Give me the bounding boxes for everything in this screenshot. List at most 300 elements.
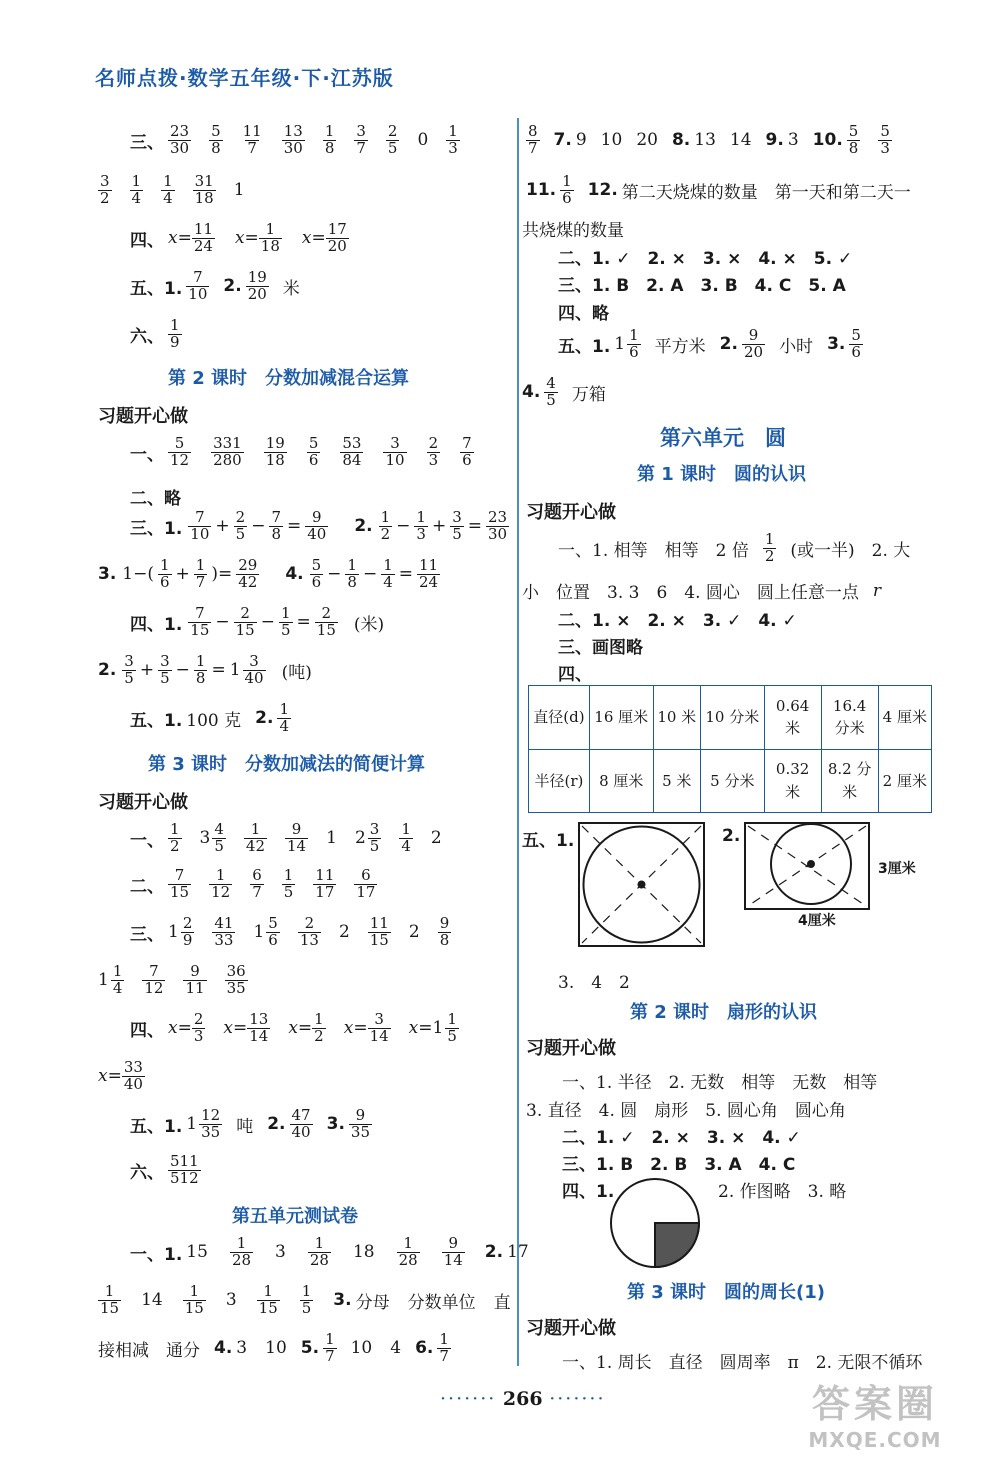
- value: 100 克: [186, 710, 242, 731]
- mixed-number: 1 $\frac{1}{4}$: [98, 962, 123, 997]
- unit: 吨: [236, 1116, 254, 1137]
- fraction: $\frac{1}{18}$: [260, 220, 280, 255]
- fraction: $\frac{1}{15}$: [100, 1282, 120, 1317]
- label: 一、: [130, 830, 164, 851]
- dots-right: ·······: [549, 1388, 606, 1410]
- label: 2.: [223, 276, 242, 297]
- practice-heading: 习题开心做: [526, 502, 616, 523]
- table-cell: 16 厘米: [589, 686, 653, 750]
- text: 3: [236, 1338, 248, 1359]
- fraction: $\frac{1}{3}$: [416, 508, 426, 543]
- mixed-number: 1 $\frac{2}{9}$: [168, 914, 193, 949]
- text: x: [168, 1018, 178, 1039]
- answer-row-liu: [130, 318, 196, 351]
- row-header-cell: 半径(r): [529, 749, 590, 813]
- answer-row-r4: 二、1. ✓ 2. × 3. × 4. × 5. ✓: [558, 249, 853, 269]
- label: 2.: [267, 1114, 286, 1135]
- fraction: $\frac{1}{28}$: [309, 1234, 329, 1269]
- fraction: $\frac{1}{3}$: [448, 122, 458, 157]
- equation: [120, 654, 267, 687]
- answer-row-e-er: 二、1. × 2. × 3. ✓ 4. ✓: [558, 611, 797, 631]
- table-cell: 8.2 分米: [821, 749, 878, 813]
- dots-left: ·······: [440, 1388, 497, 1410]
- fraction: $\frac{9}{40}$: [307, 508, 327, 543]
- text: =: [177, 1018, 192, 1039]
- answer-row-c-san-cont: [98, 964, 262, 997]
- equation: [288, 1012, 325, 1045]
- equation: [235, 222, 282, 255]
- mixed-number: 3 $\frac{4}{5}$: [199, 820, 224, 855]
- label: 2.: [255, 708, 274, 729]
- fraction: $\frac{3}{40}$: [244, 652, 264, 687]
- text: +: [215, 516, 230, 537]
- answer-row-si-eq: [130, 606, 398, 639]
- fraction-list: [98, 174, 245, 207]
- fraction: [277, 702, 291, 735]
- fraction-list: [168, 916, 451, 949]
- text: −: [327, 564, 342, 585]
- text: =: [467, 516, 483, 537]
- mixed-number: [186, 1108, 222, 1141]
- fraction: $\frac{5}{3}$: [880, 122, 890, 157]
- fraction: $\frac{331}{280}$: [213, 434, 242, 469]
- text: 分母: [355, 1292, 390, 1313]
- fraction: $\frac{1}{5}$: [280, 604, 291, 639]
- answer-row-d-cont2: [98, 1332, 465, 1365]
- equation: [308, 558, 442, 591]
- fraction: $\frac{1}{2}$: [314, 1010, 324, 1045]
- answer-row-wu: [130, 270, 314, 303]
- answer-row-e-si: 四、: [558, 665, 592, 685]
- label: 3.: [827, 334, 846, 355]
- label: 2.: [719, 334, 738, 355]
- equation: [186, 510, 330, 543]
- fraction: $\frac{1}{42}$: [245, 820, 266, 855]
- answer-row-c-wu: [130, 1108, 386, 1141]
- label: 5.: [300, 1338, 320, 1359]
- text: )=: [211, 564, 233, 585]
- equation: [168, 222, 215, 255]
- label: 五、1.: [558, 336, 611, 357]
- mixed-number: [614, 328, 640, 361]
- text: =: [232, 1018, 248, 1039]
- fraction: [349, 1108, 372, 1141]
- circle-in-square-figure: [578, 822, 705, 947]
- fraction: $\frac{31}{18}$: [194, 172, 214, 207]
- label: 四、: [130, 1020, 164, 1041]
- fraction: $\frac{2}{15}$: [235, 604, 255, 639]
- label: 三、: [130, 924, 164, 945]
- fraction: $\frac{5}{6}$: [308, 434, 319, 469]
- label: 9.: [765, 130, 784, 151]
- text: x: [98, 1066, 108, 1087]
- mixed-number: 1 $\frac{1}{5}$: [432, 1010, 457, 1045]
- fraction-list: [168, 436, 474, 469]
- answer-row-r2: [526, 174, 925, 207]
- label: 2.: [98, 660, 117, 681]
- unit: (米): [353, 614, 385, 635]
- text: +: [175, 564, 190, 585]
- fraction: $\frac{12}{35}$: [201, 1106, 221, 1141]
- fraction: $\frac{19}{18}$: [265, 434, 285, 469]
- figure-2-width-label: 4厘米: [798, 913, 836, 929]
- fraction: $\frac{29}{42}$: [238, 556, 258, 591]
- fraction-list: [98, 1284, 313, 1317]
- value: 17: [507, 1242, 529, 1263]
- fraction: $\frac{3}{2}$: [100, 172, 110, 207]
- fraction: $\frac{6}{17}$: [356, 866, 376, 901]
- text-list: [694, 130, 751, 150]
- text: +: [431, 516, 447, 537]
- answer-row-f-si-rest: 2. 作图略 3. 略: [718, 1182, 847, 1202]
- fraction: $\frac{6}{7}$: [252, 866, 262, 901]
- text: x: [234, 228, 245, 249]
- fraction: $\frac{1}{6}$: [160, 556, 170, 591]
- table-cell: 10 分米: [700, 686, 764, 750]
- unit-6-lesson-2-title: 第 2 课时 扇形的认识: [630, 1002, 818, 1023]
- watermark-url: MXQE.COM: [808, 1428, 942, 1452]
- equation: [223, 1012, 270, 1045]
- practice-heading: 习题开心做: [98, 406, 188, 427]
- answer-row-er: 二、略: [130, 489, 181, 509]
- fraction: [849, 328, 863, 361]
- fraction: $\frac{7}{6}$: [462, 434, 472, 469]
- answer-row-f-yi: 一、1. 半径 2. 无数 相等 无数 相等: [562, 1073, 878, 1093]
- text: 直: [493, 1292, 511, 1313]
- answer-row-d-yi: [130, 1236, 543, 1269]
- fraction: $\frac{3}{14}$: [369, 1010, 389, 1045]
- label: 五、1.: [130, 1116, 183, 1137]
- fraction: [323, 1332, 337, 1365]
- fraction: $\frac{1}{2}$: [170, 820, 180, 855]
- text: −: [396, 516, 411, 537]
- fraction: [186, 270, 209, 303]
- fraction: [168, 1154, 201, 1187]
- fraction: $\frac{2}{3}$: [428, 434, 439, 469]
- answer-row-c-si: [130, 1012, 473, 1045]
- fraction: $\frac{4}{5}$: [546, 374, 556, 409]
- fraction-list: [186, 1236, 464, 1269]
- fraction: $\frac{5}{12}$: [170, 434, 190, 469]
- answer-row-f-er: 二、1. ✓ 2. × 3. × 4. ✓: [562, 1128, 801, 1148]
- figure-2-height-label: 3厘米: [878, 861, 916, 877]
- table-row: [529, 686, 932, 750]
- variable-r: r: [872, 580, 882, 601]
- text: 15: [186, 1242, 208, 1263]
- text: =: [296, 612, 311, 633]
- fraction: $\frac{1}{8}$: [195, 652, 206, 687]
- text: x: [408, 1018, 419, 1039]
- fraction: $\frac{11}{24}$: [193, 220, 213, 255]
- sector-figure: [608, 1176, 702, 1270]
- text: 3: [225, 1290, 237, 1311]
- text: 13: [694, 130, 716, 151]
- fraction: $\frac{47}{40}$: [291, 1106, 311, 1141]
- unit-6-title: 第六单元 圆: [660, 426, 786, 450]
- fraction: $\frac{1}{7}$: [195, 556, 206, 591]
- fraction: $\frac{1}{15}$: [258, 1282, 278, 1317]
- text: +: [139, 660, 155, 681]
- figure-2-label: 2.: [722, 826, 741, 846]
- answer-row-c-liu: [130, 1154, 215, 1187]
- equation: [302, 222, 349, 255]
- mixed-number: 1 $\frac{12}{35}$: [186, 1106, 221, 1141]
- fraction: [246, 270, 269, 303]
- answer-row-c-si-cont: [98, 1060, 159, 1093]
- mixed-number: 2 $\frac{3}{5}$: [354, 820, 380, 855]
- fraction: $\frac{2}{15}$: [316, 604, 336, 639]
- fraction: $\frac{1}{7}$: [325, 1330, 335, 1365]
- text-list: [236, 1338, 286, 1358]
- fraction-list: [168, 822, 442, 855]
- label: 2.: [354, 516, 373, 537]
- fraction: $\frac{1}{6}$: [562, 172, 572, 207]
- label: 8.: [671, 130, 691, 151]
- label: 11.: [526, 180, 557, 201]
- equation-list: [168, 222, 349, 255]
- answer-row-r3: 共烧煤的数量: [522, 221, 624, 241]
- answer-row-e-san: 三、画图略: [558, 638, 643, 658]
- label: 4.: [285, 564, 304, 585]
- label: 五、1.: [130, 710, 183, 731]
- fraction: [763, 532, 777, 565]
- label: 一、: [130, 444, 164, 465]
- text: −: [260, 612, 275, 633]
- fraction: $\frac{3}{10}$: [385, 434, 405, 469]
- equation: [120, 558, 261, 591]
- fraction: $\frac{1}{2}$: [380, 508, 391, 543]
- unit: 平方米: [654, 336, 706, 357]
- label: 3.: [326, 1114, 345, 1135]
- fraction: $\frac{9}{14}$: [443, 1234, 463, 1269]
- fraction: $\frac{13}{30}$: [283, 122, 303, 157]
- fraction: $\frac{19}{20}$: [247, 268, 267, 303]
- fraction: $\frac{1}{7}$: [439, 1330, 449, 1365]
- fraction: $\frac{9}{35}$: [350, 1106, 370, 1141]
- fraction: $\frac{1}{15}$: [184, 1282, 204, 1317]
- table-cell: 8 厘米: [589, 749, 653, 813]
- fraction: [168, 318, 182, 351]
- label: 三、1.: [130, 518, 183, 539]
- fraction: $\frac{7}{10}$: [190, 508, 210, 543]
- text: =: [353, 1018, 368, 1039]
- fraction: $\frac{23}{30}$: [170, 122, 190, 157]
- unit-6-lesson-1-title: 第 1 课时 圆的认识: [637, 464, 807, 485]
- watermark-logo: [780, 1373, 970, 1453]
- text: 18: [352, 1242, 375, 1263]
- value: 3: [787, 130, 799, 151]
- text: 接相减 通分: [98, 1340, 200, 1361]
- fraction: $\frac{9}{20}$: [743, 326, 764, 361]
- practice-heading: 习题开心做: [98, 792, 188, 813]
- text: 10: [350, 1338, 373, 1359]
- answer-row-r6: 四、略: [558, 304, 609, 324]
- label: 六、: [130, 326, 164, 347]
- fraction: $\frac{3}{5}$: [160, 652, 170, 687]
- fraction: $\frac{4}{5}$: [214, 820, 224, 855]
- lesson-2-title: 第 2 课时 分数加减混合运算: [168, 368, 410, 389]
- text: 4: [390, 1338, 402, 1359]
- fraction: $\frac{5}{6}$: [268, 914, 278, 949]
- fraction: $\frac{5}{8}$: [848, 122, 859, 157]
- text: x: [343, 1018, 354, 1039]
- fraction: $\frac{33}{40}$: [123, 1058, 143, 1093]
- text: 1−(: [122, 564, 154, 585]
- answer-row-e-cont: [522, 578, 895, 603]
- text: −: [175, 660, 190, 681]
- fraction: $\frac{23}{30}$: [488, 508, 508, 543]
- fraction: $\frac{9}{11}$: [185, 962, 205, 997]
- row-header-cell: 直径(d): [529, 686, 590, 750]
- text: 一、1. 相等 相等 2 倍: [558, 540, 749, 561]
- answer-row-san-eq: [130, 510, 525, 543]
- fraction: $\frac{2}{3}$: [193, 1010, 204, 1045]
- fraction: $\frac{1}{5}$: [283, 866, 294, 901]
- text: =: [107, 1066, 122, 1087]
- label: 4.: [522, 382, 541, 403]
- answer-row-c-er: [130, 868, 391, 901]
- text-list: [351, 1338, 401, 1358]
- table-cell: 5 米: [653, 749, 700, 813]
- fraction: $\frac{7}{15}$: [170, 866, 190, 901]
- fraction: $\frac{1}{9}$: [170, 316, 180, 351]
- text: 2: [338, 922, 350, 943]
- fraction: $\frac{7}{10}$: [188, 268, 208, 303]
- fraction: $\frac{53}{84}$: [342, 434, 362, 469]
- label: 3.: [98, 564, 117, 585]
- text: =: [244, 228, 259, 249]
- unit-5-test-title: 第五单元测试卷: [232, 1206, 358, 1227]
- table-cell: 5 分米: [700, 749, 764, 813]
- unit: 万箱: [571, 384, 606, 405]
- diameter-radius-table: [528, 685, 932, 813]
- label: 7.: [553, 130, 572, 151]
- answer-row-yi: [130, 436, 488, 469]
- practice-heading: 习题开心做: [526, 1318, 616, 1339]
- answer-row-f-cont: 3. 直径 4. 圆 扇形 5. 圆心角 圆心角: [526, 1101, 846, 1121]
- text-list: [576, 130, 658, 150]
- fraction: $\frac{3}{5}$: [124, 652, 134, 687]
- answer-row-c-san: [130, 916, 465, 949]
- fraction: $\frac{1}{28}$: [398, 1234, 418, 1269]
- equation: [344, 1012, 391, 1045]
- fraction: $\frac{1}{4}$: [383, 556, 393, 591]
- text: x: [301, 228, 312, 249]
- label: 六、: [130, 1162, 164, 1183]
- text: 小 位置 3. 3 6 4. 圆心 圆上任意一点: [522, 583, 859, 603]
- fraction: $\frac{1}{4}$: [112, 962, 123, 997]
- label: 三、: [130, 132, 164, 153]
- equation-list: [168, 1012, 459, 1045]
- fraction: $\frac{5}{6}$: [311, 556, 322, 591]
- text: 第二天烧煤的数量 第一天和第二天一: [621, 182, 911, 203]
- page-number: [440, 1388, 605, 1410]
- fraction: $\frac{1}{5}$: [447, 1010, 457, 1045]
- text: 14: [729, 130, 752, 151]
- book-header: 名师点拨·数学五年级·下·江苏版: [95, 66, 394, 90]
- answer-row-e-yi: [558, 532, 924, 565]
- fraction: $\frac{5}{6}$: [851, 326, 861, 361]
- fraction: $\frac{511}{512}$: [170, 1152, 199, 1187]
- fraction: $\frac{1}{2}$: [764, 530, 775, 565]
- text: x: [223, 1018, 233, 1039]
- text: 2: [408, 922, 420, 943]
- text: (或一半) 2. 大: [790, 540, 911, 561]
- text: 2: [430, 828, 442, 849]
- text: x: [288, 1018, 298, 1039]
- text: =: [418, 1018, 433, 1039]
- fraction: $\frac{7}{12}$: [144, 962, 164, 997]
- fraction: [290, 1108, 313, 1141]
- fraction: $\frac{41}{33}$: [214, 914, 234, 949]
- text: 10: [265, 1338, 287, 1359]
- label: 2.: [484, 1242, 504, 1263]
- fraction: $\frac{3}{7}$: [356, 122, 366, 157]
- equation: [409, 1012, 459, 1045]
- answer-row-san: [130, 124, 474, 157]
- text: −: [362, 564, 378, 585]
- fraction-list: [847, 124, 892, 157]
- answer-row-e-3: 3. 4 2: [558, 973, 630, 993]
- label: 四、1.: [130, 614, 183, 635]
- fraction: $\frac{1}{8}$: [347, 556, 357, 591]
- table-cell: 16.4 分米: [821, 686, 878, 750]
- text: 14: [141, 1290, 163, 1311]
- fraction: $\frac{1}{8}$: [324, 122, 335, 157]
- text: =: [297, 1018, 313, 1039]
- answer-row-f-san: 三、1. B 2. B 3. A 4. C: [562, 1155, 796, 1175]
- watermark-text: 答案圈: [811, 1382, 938, 1426]
- answer-row-3-4: [98, 558, 456, 591]
- answer-row-c-yi: [130, 822, 456, 855]
- answer-row-e-wu: 五、1.: [522, 831, 575, 851]
- column-divider: [517, 118, 519, 1366]
- fraction-list: [168, 868, 377, 901]
- text: 0: [417, 130, 429, 151]
- fraction: $\frac{7}{8}$: [271, 508, 281, 543]
- mixed-number: 1 $\frac{3}{40}$: [229, 652, 264, 687]
- equation: [186, 606, 340, 639]
- fraction: $\frac{17}{20}$: [327, 220, 347, 255]
- table-cell: 2 厘米: [878, 749, 931, 813]
- text: 分数单位: [407, 1292, 476, 1313]
- label: 四、: [130, 230, 164, 251]
- text: =: [286, 516, 302, 537]
- mixed-number: 1 $\frac{5}{6}$: [253, 914, 278, 949]
- fraction: $\frac{1}{4}$: [163, 172, 173, 207]
- fraction: $\frac{11}{15}$: [369, 914, 389, 949]
- fraction: $\frac{1}{5}$: [301, 1282, 312, 1317]
- fraction: $\frac{5}{8}$: [211, 122, 221, 157]
- table-cell: 4 厘米: [878, 686, 931, 750]
- table-cell: 0.64 米: [764, 686, 821, 750]
- text: −: [251, 516, 266, 537]
- text: =: [177, 228, 192, 249]
- fraction: $\frac{36}{35}$: [226, 962, 246, 997]
- answer-row-2-eq: [98, 654, 326, 687]
- fraction: $\frac{11}{17}$: [315, 866, 335, 901]
- fraction: $\frac{1}{4}$: [131, 172, 142, 207]
- fraction: $\frac{2}{13}$: [299, 914, 319, 949]
- fraction: $\frac{11}{24}$: [419, 556, 439, 591]
- equation: [377, 510, 511, 543]
- text: 10: [600, 130, 623, 151]
- fraction-list: [168, 124, 460, 157]
- text: 1: [326, 828, 337, 849]
- label: 10.: [812, 130, 843, 151]
- fraction: [560, 174, 574, 207]
- equation: [98, 1060, 145, 1093]
